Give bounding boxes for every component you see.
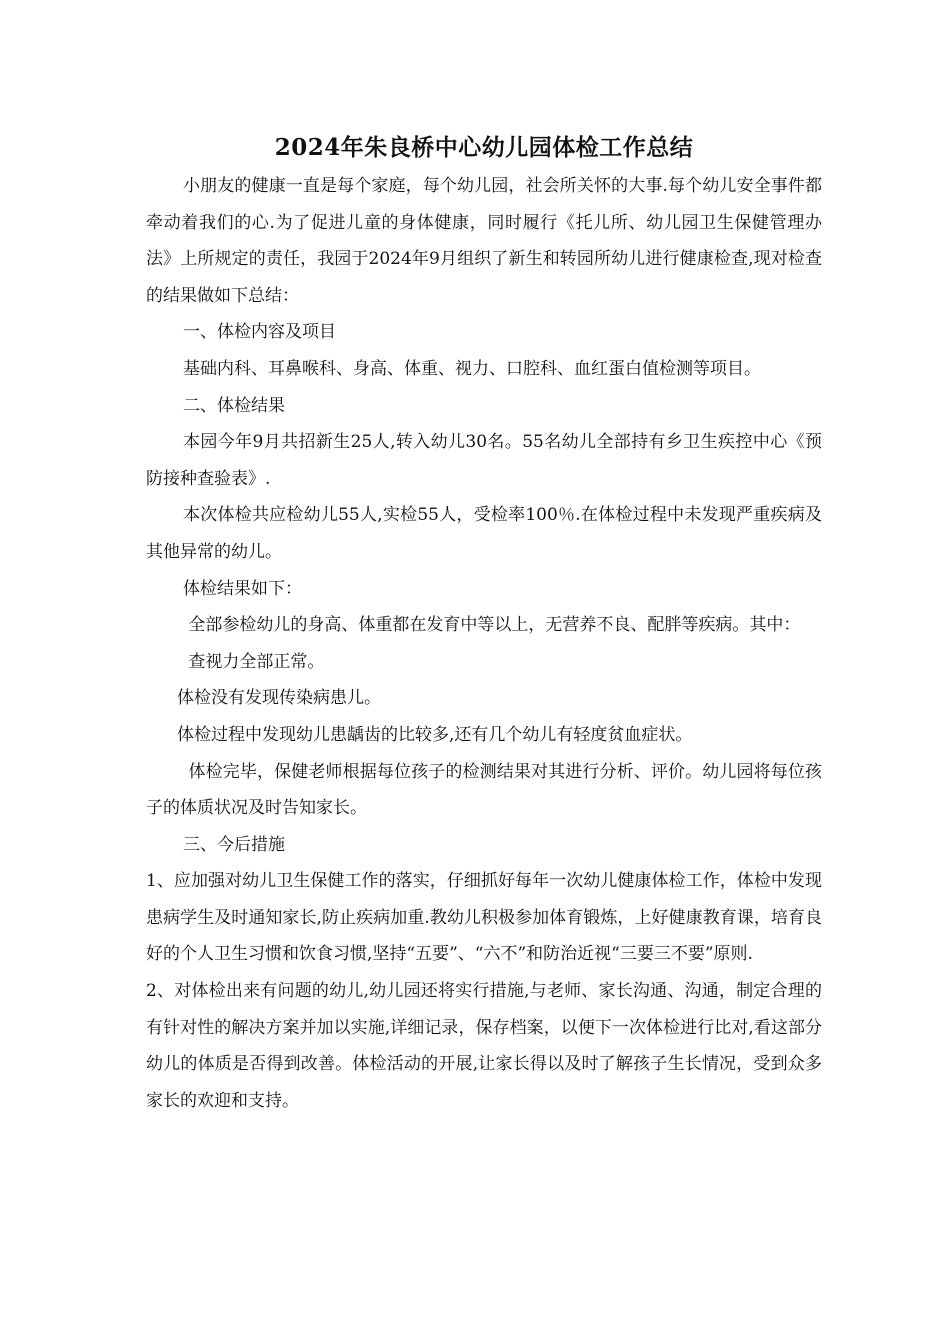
intro-paragraph: 小朋友的健康一直是每个家庭，每个幼儿园，社会所关怀的大事.每个幼儿安全事件都牵动着我们的心.为了促进儿童的身体健康，同时履行《托儿所、幼儿园卫生保健管理办法》上所规定的责任，我园于2024年9月组织了新生和转园所幼儿进行健康检查,现对检查的结果做如下总结： — [146, 176, 822, 306]
exam-rate-paragraph: 本次体检共应检幼儿55人,实检55人，受检率100％.在体检过程中未发现严重疾病及其他异常的幼儿。 — [146, 505, 822, 562]
measure-2-paragraph: 2、对体检出来有问题的幼儿,幼儿园还将实行措施,与老师、家长沟通、沟通，制定合理的有针对性的解决方案并加以实施,详细记录，保存档案，以便下一次体检进行比对,看这部分幼儿的体质是否得到改善。体检活动的开展,让家长得以及时了解孩子生长情况，受到众多家长的欢迎和支持。 — [146, 981, 822, 1111]
document-title: 2024年朱良桥中心幼儿园体检工作总结 — [274, 134, 694, 161]
enrollment-paragraph: 本园今年9月共招新生25人,转入幼儿30名。55名幼儿全部持有乡卫生疾控中心《预防接种查验表》. — [146, 432, 822, 489]
section-heading-results: 二、体检结果 — [183, 395, 285, 416]
section-heading-content: 一、体检内容及项目 — [183, 322, 336, 343]
content-items-paragraph: 基础内科、耳鼻喉科、身高、体重、视力、口腔科、血红蛋白值检测等项目。 — [183, 358, 761, 379]
measure-1-paragraph: 1、应加强对幼儿卫生保健工作的落实，仔细抓好每年一次幼儿健康体检工作，体检中发现患病学生及时通知家长,防止疾病加重.教幼儿积极参加体育锻炼，上好健康教育课，培育良好的个人卫生习惯和饮食习惯,坚持“五要”、“六不”和防治近视“三要三不要”原则. — [146, 871, 822, 965]
results-intro-paragraph: 体检结果如下： — [183, 578, 302, 599]
dental-paragraph: 体检过程中发现幼儿患龋齿的比较多,还有几个幼儿有轻度贫血症状。 — [177, 724, 693, 745]
section-heading-measures: 三、今后措施 — [183, 834, 285, 855]
growth-paragraph: 全部参检幼儿的身高、体重都在发育中等以上，无营养不良、配胖等疾病。其中： — [183, 615, 801, 636]
vision-paragraph: 查视力全部正常。 — [183, 651, 325, 672]
evaluation-paragraph: 体检完毕，保健老师根据每位孩子的检测结果对其进行分析、评价。幼儿园将每位孩子的体质状况及时告知家长。 — [146, 761, 822, 819]
infection-paragraph: 体检没有发现传染病患儿。 — [177, 688, 381, 709]
